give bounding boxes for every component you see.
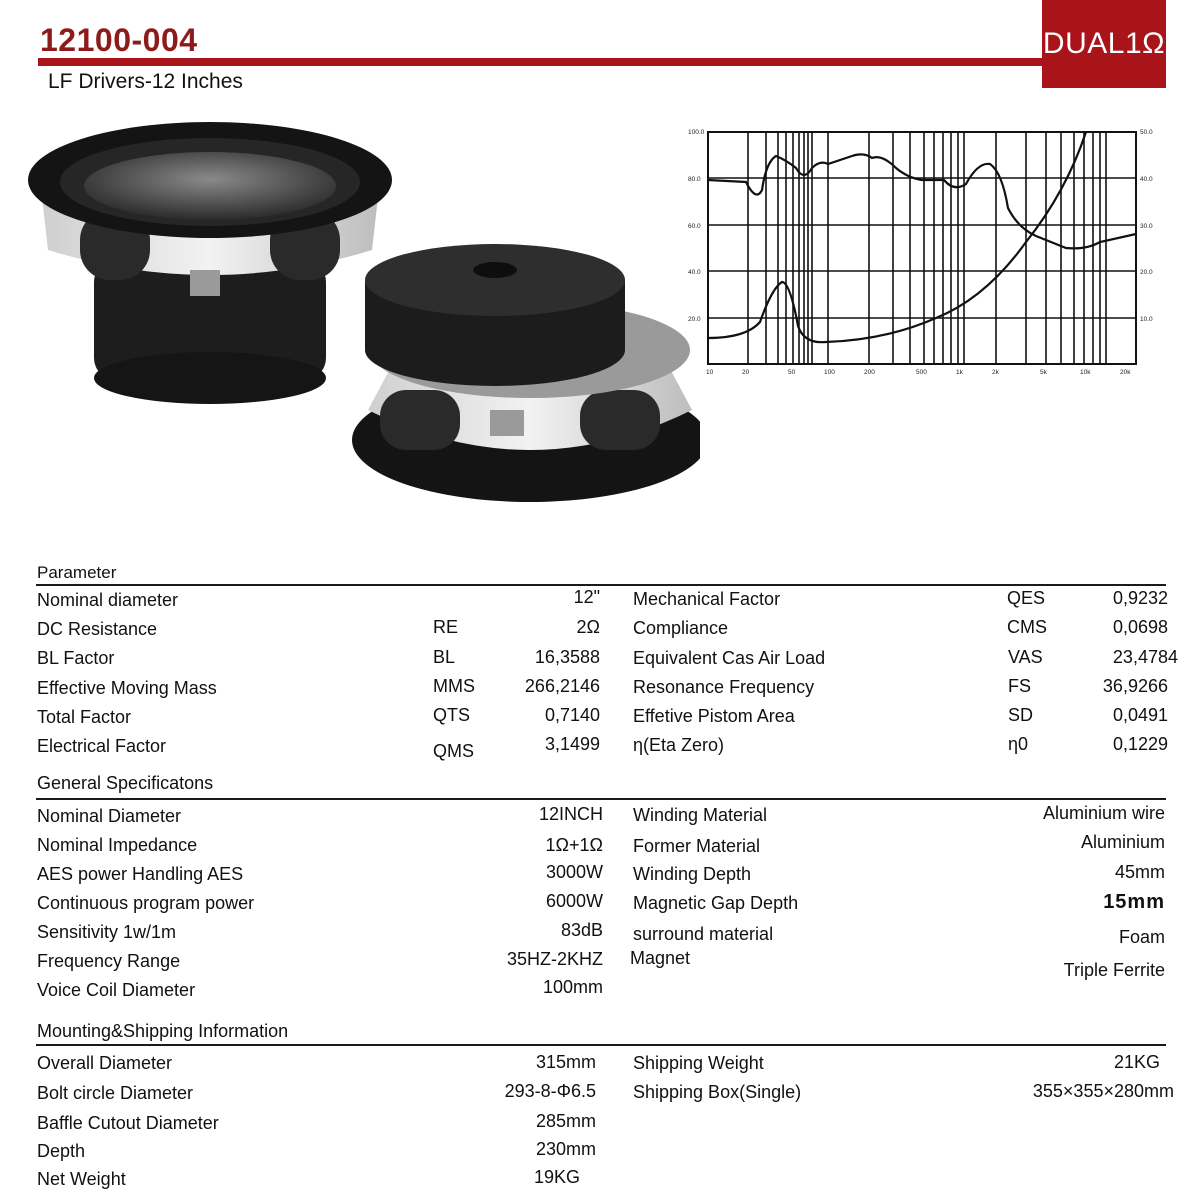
spec-label: Winding Material bbox=[633, 805, 768, 825]
spec-value: 35HZ-2KHZ bbox=[506, 949, 603, 969]
x-tick-1: 10 bbox=[706, 369, 714, 376]
spec-value: 6000W bbox=[545, 891, 603, 911]
right-tick-3: 30.0 bbox=[1140, 223, 1153, 230]
spec-label: Nominal Diameter bbox=[37, 806, 182, 826]
param-symbol: MMS bbox=[433, 676, 475, 696]
param-value: 0,7140 bbox=[544, 705, 600, 725]
param-value: 3,1499 bbox=[544, 734, 600, 754]
spec-value: 12INCH bbox=[538, 804, 603, 824]
mounting-rule bbox=[36, 1044, 1166, 1046]
param-symbol: QES bbox=[1007, 588, 1046, 608]
spec-label: Voice Coil Diameter bbox=[37, 980, 196, 1000]
x-tick-3: 50 bbox=[788, 369, 796, 376]
spec-value: 1Ω+1Ω bbox=[545, 835, 603, 855]
mount-value: 293-8-Φ6.5 bbox=[504, 1081, 596, 1101]
param-label: BL Factor bbox=[37, 648, 115, 668]
param-label: Effetive Pistom Area bbox=[633, 706, 795, 726]
right-tick-2: 40.0 bbox=[1140, 176, 1153, 183]
spec-value: 3000W bbox=[545, 862, 603, 882]
param-value: 16,3588 bbox=[534, 647, 600, 667]
left-tick-5: 20.0 bbox=[688, 316, 701, 323]
spec-label: Magnet bbox=[630, 948, 691, 968]
frequency-response-graph bbox=[686, 112, 1166, 402]
param-label: Mechanical Factor bbox=[633, 589, 781, 609]
woofer-rear bbox=[352, 244, 700, 502]
impedance-badge: DUAL1Ω bbox=[1042, 0, 1166, 88]
param-value: 2Ω bbox=[576, 617, 600, 637]
spec-label: Sensitivity 1w/1m bbox=[37, 922, 177, 942]
param-symbol: CMS bbox=[1007, 617, 1047, 637]
param-label: η(Eta Zero) bbox=[633, 735, 725, 755]
x-tick-5: 200 bbox=[864, 369, 875, 376]
general-heading: General Specificatons bbox=[37, 773, 214, 793]
parameter-rule bbox=[36, 584, 1166, 586]
mount-value: 285mm bbox=[535, 1111, 596, 1131]
mounting-heading: Mounting&Shipping Information bbox=[37, 1021, 289, 1041]
product-photo bbox=[20, 110, 700, 520]
mount-value: 355×355×280mm bbox=[1032, 1081, 1174, 1101]
spec-label: Continuous program power bbox=[37, 893, 255, 913]
product-category: LF Drivers-12 Inches bbox=[48, 70, 243, 93]
param-value: 266,2146 bbox=[524, 676, 600, 696]
right-tick-1: 50.0 bbox=[1140, 129, 1153, 136]
x-tick-6: 500 bbox=[916, 369, 927, 376]
right-tick-4: 20.0 bbox=[1140, 269, 1153, 276]
spec-label: AES power Handling AES bbox=[37, 864, 244, 884]
spec-label: Nominal Impedance bbox=[37, 835, 198, 855]
param-label: Equivalent Cas Air Load bbox=[633, 648, 826, 668]
x-tick-10: 10k bbox=[1080, 369, 1091, 376]
mount-label: Baffle Cutout Diameter bbox=[37, 1113, 219, 1133]
spec-value: 15mm bbox=[1103, 891, 1165, 913]
mount-value: 21KG bbox=[1113, 1052, 1160, 1072]
spec-value: Aluminium bbox=[1080, 832, 1165, 852]
param-value: 0,0698 bbox=[1112, 617, 1168, 637]
param-value: 36,9266 bbox=[1102, 676, 1168, 696]
right-tick-5: 10.0 bbox=[1140, 316, 1153, 323]
param-symbol: RE bbox=[433, 617, 459, 637]
spec-value: Triple Ferrite bbox=[1063, 960, 1165, 980]
param-label: Compliance bbox=[633, 618, 729, 638]
spec-label: Former Material bbox=[633, 836, 761, 856]
param-value: 0,9232 bbox=[1112, 588, 1168, 608]
mount-label: Bolt circle Diameter bbox=[37, 1083, 194, 1103]
param-symbol: QTS bbox=[433, 705, 471, 725]
param-symbol: BL bbox=[433, 647, 456, 667]
param-value: 23,4784 bbox=[1112, 647, 1178, 667]
spec-value: Foam bbox=[1118, 927, 1165, 947]
spec-value: 45mm bbox=[1114, 862, 1165, 882]
param-symbol: QMS bbox=[433, 741, 475, 761]
left-tick-3: 60.0 bbox=[688, 223, 701, 230]
spec-label: Winding Depth bbox=[633, 864, 752, 884]
param-symbol: SD bbox=[1008, 705, 1034, 725]
param-label: DC Resistance bbox=[37, 619, 158, 639]
mount-value: 230mm bbox=[535, 1139, 596, 1159]
mount-label: Overall Diameter bbox=[37, 1053, 173, 1073]
param-label: Resonance Frequency bbox=[633, 677, 815, 697]
model-number: 12100-004 bbox=[40, 22, 198, 58]
x-tick-11: 20k bbox=[1120, 369, 1131, 376]
x-tick-2: 20 bbox=[742, 369, 750, 376]
x-tick-4: 100 bbox=[824, 369, 835, 376]
left-tick-2: 80.0 bbox=[688, 176, 701, 183]
param-value: 0,0491 bbox=[1112, 705, 1168, 725]
general-rule bbox=[36, 798, 1166, 800]
param-label: Electrical Factor bbox=[37, 736, 167, 756]
mount-value: 315mm bbox=[535, 1052, 596, 1072]
x-tick-7: 1k bbox=[956, 369, 963, 376]
left-tick-1: 100.0 bbox=[688, 129, 705, 136]
spec-value: 100mm bbox=[542, 977, 603, 997]
header-rule bbox=[38, 58, 1046, 66]
spec-label: Frequency Range bbox=[37, 951, 181, 971]
param-value: 12" bbox=[573, 587, 600, 607]
spec-label: Magnetic Gap Depth bbox=[633, 893, 799, 913]
mount-label: Depth bbox=[37, 1141, 86, 1161]
param-symbol: η0 bbox=[1008, 734, 1029, 754]
param-label: Effective Moving Mass bbox=[37, 678, 217, 698]
param-value: 0,1229 bbox=[1112, 734, 1168, 754]
x-tick-9: 5k bbox=[1040, 369, 1047, 376]
mount-label: Shipping Box(Single) bbox=[633, 1082, 802, 1102]
x-tick-8: 2k bbox=[992, 369, 999, 376]
param-label: Total Factor bbox=[37, 707, 132, 727]
parameter-heading: Parameter bbox=[37, 563, 117, 582]
left-tick-4: 40.0 bbox=[688, 269, 701, 276]
param-symbol: VAS bbox=[1008, 647, 1043, 667]
mount-label: Net Weight bbox=[37, 1169, 126, 1189]
param-label: Nominal diameter bbox=[37, 590, 179, 610]
woofer-front bbox=[28, 122, 392, 404]
spec-value: 83dB bbox=[560, 920, 603, 940]
param-symbol: FS bbox=[1008, 676, 1032, 696]
spec-label: surround material bbox=[633, 924, 774, 944]
mount-label: Shipping Weight bbox=[633, 1053, 764, 1073]
spec-value: Aluminium wire bbox=[1042, 803, 1165, 823]
mount-value: 19KG bbox=[533, 1167, 580, 1187]
